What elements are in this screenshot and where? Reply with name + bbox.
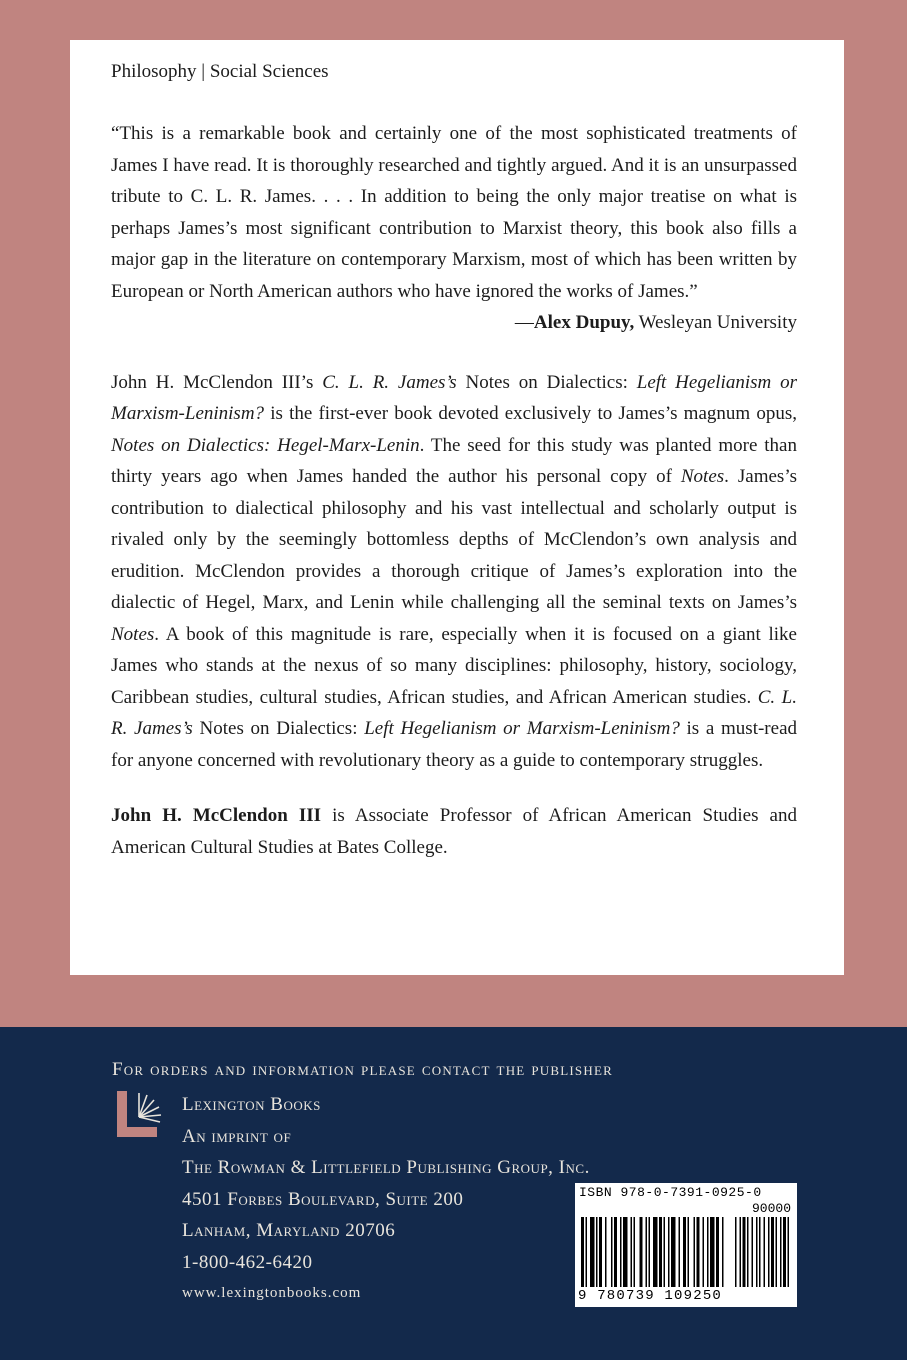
desc-text: . The seed for this study was planted more than thirty years ago when James handed the author his personal copy of <box>111 434 797 487</box>
barcode-bar <box>671 1217 676 1287</box>
barcode-bar <box>735 1217 737 1287</box>
barcode-bar <box>703 1217 705 1287</box>
barcode-bar <box>683 1217 686 1287</box>
barcode-bar <box>611 1217 613 1287</box>
desc-text: is the first-ever book devoted exclusively to James’s magnum opus, <box>264 403 797 424</box>
barcode-bar <box>776 1217 778 1287</box>
barcode-bar <box>668 1217 670 1287</box>
barcode-bar <box>747 1217 749 1287</box>
barcode-bar <box>697 1217 700 1287</box>
price-code: 90000 <box>751 1201 791 1216</box>
barcode-bar <box>768 1217 770 1287</box>
author-bio-text: is Associate Professor of African American Studies and American Cultural Studies at Bates College. <box>111 805 797 858</box>
barcode-bar <box>646 1217 648 1287</box>
website-link[interactable]: www.lexingtonbooks.com <box>182 1285 362 1301</box>
barcode-bar <box>716 1217 719 1287</box>
author-name: John H. McClendon III <box>111 805 322 826</box>
barcode-bar <box>764 1217 766 1287</box>
desc-italic: C. L. R. James’s <box>322 371 457 393</box>
phone-number: 1-800-462-6420 <box>182 1251 313 1273</box>
publisher-name: Lexington Books <box>182 1094 321 1115</box>
street-address: 4501 Forbes Boulevard, Suite 200 <box>182 1188 464 1210</box>
desc-text: Notes on Dialectics: <box>192 718 365 739</box>
desc-text: . James’s contribution to dialectical philosophy and his vast intellectual and scholarly output is rivaled only by the seemingly bottomless depths of McClendon’s own analysis and erudition. McClendon provides a thorough critique of James’s exploration into the dialectic of Hegel, Marx, and Lenin while challenging all the seminal texts on James’s <box>111 466 797 613</box>
publisher-footer <box>0 1027 907 1360</box>
barcode-bar <box>640 1217 643 1287</box>
orders-heading: For orders and information please contact the publisher <box>112 1059 613 1080</box>
barcode-bar <box>590 1217 595 1287</box>
barcode-bar <box>780 1217 782 1287</box>
barcode-bar <box>722 1217 724 1287</box>
barcode-bar <box>581 1217 584 1287</box>
barcode-bar <box>605 1217 607 1287</box>
desc-italic: Notes <box>111 623 155 645</box>
barcode-bar <box>664 1217 666 1287</box>
barcode-bar <box>710 1217 715 1287</box>
barcode-bar <box>694 1217 696 1287</box>
endorser-affiliation: Wesleyan University <box>634 312 797 333</box>
isbn-barcode <box>575 1183 797 1307</box>
attribution-dash: — <box>514 312 534 333</box>
barcode-bar <box>599 1217 602 1287</box>
endorsement-quote: “This is a remarkable book and certainly one of the most sophisticated treatments of James I have read. It is thoroughly researched and tightly argued. And it is an unsurpassed tribute to C. L. R. James. . . . In addition to being the only major treatise on what is perhaps James’s most significant contribution to Marxist theory, this book also fills a major gap in the literature on contemporary Marxism, most of which has been written by European or North American authors who have ignored the works of James.” <box>111 123 797 302</box>
barcode-bar <box>614 1217 617 1287</box>
desc-italic: Left Hegelianism or Marxism-Leninism? <box>364 718 680 739</box>
barcode-bar <box>653 1217 658 1287</box>
desc-italic: C. L. R. James’s <box>111 686 797 739</box>
barcode-bar <box>679 1217 681 1287</box>
barcode-bar <box>631 1217 633 1287</box>
desc-italic: Left Hegelianism or Marxism-Leninism? <box>111 371 797 424</box>
barcode-bar <box>596 1217 598 1287</box>
publishing-group: The Rowman & Littlefield Publishing Group, Inc. <box>182 1157 590 1178</box>
barcode-bar <box>707 1217 709 1287</box>
city-address: Lanham, Maryland 20706 <box>182 1220 396 1241</box>
barcode-bar <box>740 1217 742 1287</box>
author-bio <box>111 800 797 863</box>
desc-italic: Notes <box>680 466 725 487</box>
barcode-bar <box>783 1217 786 1287</box>
back-cover-text-panel <box>70 40 844 975</box>
imprint-line: An imprint of <box>182 1125 292 1147</box>
desc-italic: Notes on Dialectics: Hegel-Marx-Lenin <box>111 434 420 456</box>
endorser-name: Alex Dupuy, <box>533 312 635 333</box>
barcode-digits: 9 780739 109250 <box>578 1288 723 1304</box>
barcode-bar <box>752 1217 754 1287</box>
barcode-bar <box>788 1217 790 1287</box>
desc-text: Notes on Dialectics: <box>456 371 637 393</box>
barcode-bar <box>688 1217 690 1287</box>
panel-content <box>111 58 797 863</box>
barcode-bar <box>620 1217 622 1287</box>
barcode-bar <box>659 1217 662 1287</box>
isbn-label: ISBN 978-0-7391-0925-0 <box>579 1185 762 1200</box>
barcode-bar <box>623 1217 628 1287</box>
publisher-info <box>182 1089 590 1310</box>
barcode-bar <box>649 1217 651 1287</box>
barcode-bar <box>771 1217 774 1287</box>
desc-text: is a must-read for anyone concerned with revolutionary theory as a guide to contemporary struggles. <box>111 718 798 771</box>
book-description <box>111 367 797 777</box>
desc-text: John H. McClendon III’s <box>111 371 323 393</box>
endorsement-attribution <box>111 307 797 339</box>
barcode-bar <box>743 1217 746 1287</box>
barcode-bar <box>634 1217 636 1287</box>
lexington-books-logo-icon <box>113 1087 165 1139</box>
barcode-bar <box>586 1217 588 1287</box>
subject-category: Philosophy | Social Sciences <box>111 61 329 82</box>
barcode-bar <box>756 1217 758 1287</box>
desc-text: . A book of this magnitude is rare, especially when it is focused on a giant like James who stands at the nexus of so many disciplines: philosophy, history, sociology, Caribbean studies, cultural studies, African studies, and African American studies. <box>111 623 797 708</box>
barcode-bar <box>759 1217 761 1287</box>
